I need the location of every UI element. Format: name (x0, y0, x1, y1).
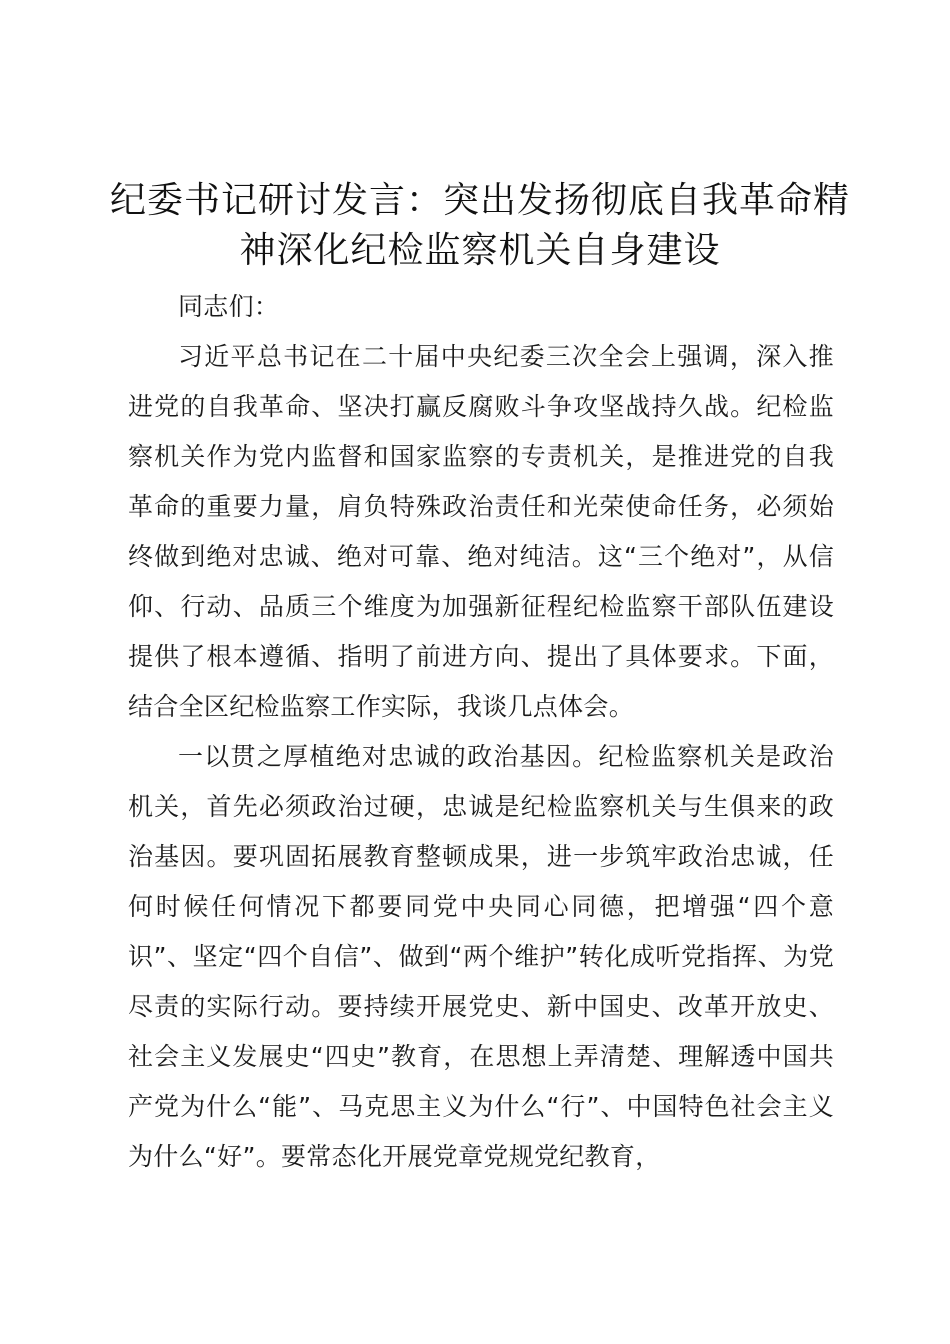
paragraph-loyalty: 一以贯之厚植绝对忠诚的政治基因。纪检监察机关是政治机关，首先必须政治过硬，忠诚是纪检监察机关与生俱来的政治基因。要巩固拓展教育整顿成果，进一步筑牢政治忠诚，任何时候任何情况下都要同党中央同心同德，把增强“四个意识”、坚定“四个自信”、做到“两个维护”转化成听党指挥、为党尽责的实际行动。要持续开展党史、新中国史、改革开放史、社会主义发展史“四史”教育，在思想上弄清楚、理解透中国共产党为什么“能”、马克思主义为什么“行”、中国特色社会主义为什么“好”。要常态化开展党章党规党纪教育， (128, 742, 834, 1171)
document-title: 纪委书记研讨发言：突出发扬彻底自我革命精神深化纪检监察机关自身建设 (109, 180, 850, 271)
document-body (128, 282, 834, 1182)
paragraph-intro: 习近平总书记在二十届中央纪委三次全会上强调，深入推进党的自我革命、坚决打赢反腐败斗争攻坚战持久战。纪检监察机关作为党内监督和国家监察的专责机关，是推进党的自我革命的重要力量，肩负特殊政治责任和光荣使命任务，必须始终做到绝对忠诚、绝对可靠、绝对纯洁。这“三个绝对”，从信仰、行动、品质三个维度为加强新征程纪检监察干部队伍建设提供了根本遵循、指明了前进方向、提出了具体要求。下面，结合全区纪检监察工作实际，我谈几点体会。 (128, 342, 834, 721)
salutation: 同志们： (178, 292, 280, 321)
